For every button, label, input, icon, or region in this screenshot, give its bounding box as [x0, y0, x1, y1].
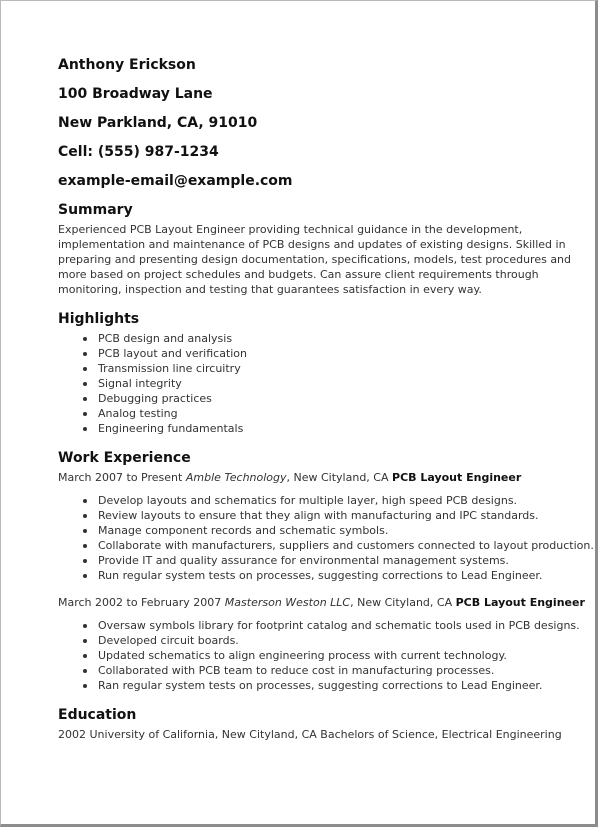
- contact-address: 100 Broadway Lane: [58, 86, 213, 102]
- contact-cell: Cell: (555) 987-1234: [58, 144, 219, 160]
- job-bullet: Review layouts to ensure that they align with manufacturing and IPC standards.: [98, 508, 587, 523]
- highlights-list: [58, 331, 587, 436]
- contact-city: New Parkland, CA, 91010: [58, 115, 258, 131]
- job-bullet: Manage component records and schematic symbols.: [98, 523, 587, 538]
- education-heading: Education: [58, 707, 137, 723]
- job-location: , New Cityland, CA: [350, 596, 453, 609]
- highlight-item: Transmission line circuitry: [98, 361, 587, 376]
- job-header: [58, 595, 587, 610]
- job-header: [58, 470, 587, 485]
- job-bullet: Provide IT and quality assurance for environmental management systems.: [98, 553, 587, 568]
- job-bullet: Run regular system tests on processes, suggesting corrections to Lead Engineer.: [98, 568, 587, 583]
- job-dates: March 2002 to February 2007: [58, 596, 222, 609]
- highlight-item: Analog testing: [98, 406, 587, 421]
- job-company: Amble Technology: [185, 471, 287, 484]
- job-title: PCB Layout Engineer: [455, 596, 585, 609]
- highlight-item: PCB layout and verification: [98, 346, 587, 361]
- highlight-item: Signal integrity: [98, 376, 587, 391]
- summary-text: Experienced PCB Layout Engineer providing technical guidance in the development, implementation and maintenance of PCB designs and updates of existing designs. Skilled in preparing and presenting design documentation, specifications, models, test procedures and more based on project schedules and budgets. Can assure client requirements through monitoring, inspection and testing that guarantees satisfaction in every way.: [58, 223, 572, 296]
- highlight-item: PCB design and analysis: [98, 331, 587, 346]
- job-bullet: Collaborate with manufacturers, suppliers and customers connected to layout production.: [98, 539, 594, 552]
- job-dates: March 2007 to Present: [58, 471, 183, 484]
- job-bullets: [58, 493, 594, 583]
- job-company: Masterson Weston LLC: [224, 596, 351, 609]
- job-bullet: Ran regular system tests on processes, suggesting corrections to Lead Engineer.: [98, 678, 587, 693]
- job-bullet: Oversaw symbols library for footprint catalog and schematic tools used in PCB designs.: [98, 618, 587, 633]
- education-entry: 2002 University of California, New Cityland, CA Bachelors of Science, Electrical Engineering: [58, 728, 562, 741]
- highlight-item: Debugging practices: [98, 391, 587, 406]
- job-bullet: Collaborated with PCB team to reduce cost in manufacturing processes.: [98, 663, 587, 678]
- experience-heading: Work Experience: [58, 450, 191, 466]
- contact-email: example-email@example.com: [58, 173, 293, 189]
- job-bullet: Developed circuit boards.: [98, 633, 587, 648]
- job-location: , New Cityland, CA: [286, 471, 389, 484]
- job-bullet: Updated schematics to align engineering process with current technology.: [98, 648, 587, 663]
- summary-heading: Summary: [58, 202, 133, 218]
- highlights-heading: Highlights: [58, 311, 140, 327]
- contact-name: Anthony Erickson: [58, 57, 196, 73]
- job-bullets: [58, 618, 587, 693]
- highlight-item: Engineering fundamentals: [98, 421, 587, 436]
- job-title: PCB Layout Engineer: [392, 471, 522, 484]
- job-bullet: Develop layouts and schematics for multiple layer, high speed PCB designs.: [98, 493, 587, 508]
